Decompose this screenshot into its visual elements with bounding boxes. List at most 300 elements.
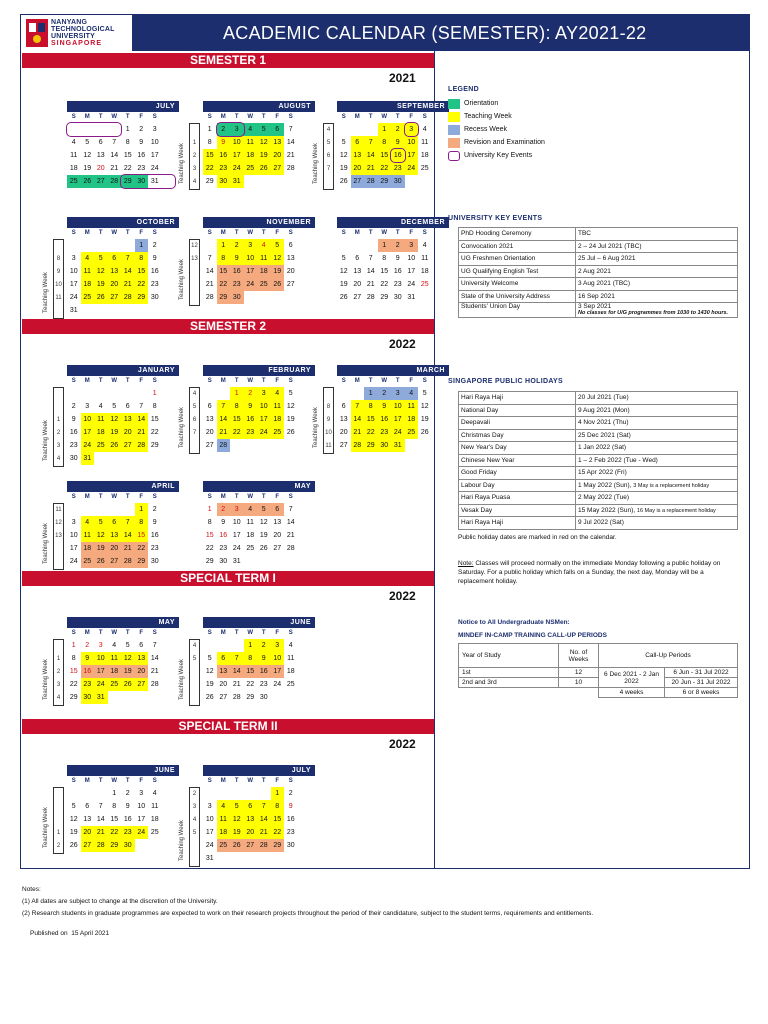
weekday-label: T xyxy=(234,230,239,236)
day-cell: 2 xyxy=(217,503,231,516)
day-cell: 31 xyxy=(150,178,159,185)
day-cell: 31 xyxy=(391,439,405,452)
day-cell: 9 xyxy=(125,803,130,810)
day-cell: 5 xyxy=(112,403,117,410)
day-cell: 24 xyxy=(244,278,258,291)
weekday-label: T xyxy=(368,378,373,384)
day-cell: 3 xyxy=(244,239,258,252)
day-cell: 22 xyxy=(230,426,244,439)
table-cell: 4 Nov 2021 (Thu) xyxy=(576,417,738,430)
day-cell: 6 xyxy=(351,136,365,149)
day-cell: 26 xyxy=(259,545,268,552)
day-cell: 7 xyxy=(121,252,135,265)
weekday-label: S xyxy=(288,114,293,120)
weekday-label: S xyxy=(422,230,427,236)
day-cell: 4 xyxy=(271,387,285,400)
weekday-label: M xyxy=(84,494,90,500)
day-cell: 20 xyxy=(219,681,228,688)
table-cell: University Welcome xyxy=(459,278,576,291)
weekday-label: T xyxy=(98,494,103,500)
day-cell: 24 xyxy=(273,681,282,688)
table-cell: 10 xyxy=(559,678,599,688)
day-cell: 2 xyxy=(71,403,76,410)
day-cell: 14 xyxy=(150,655,159,662)
week-number: 3 xyxy=(56,682,61,688)
day-cell: 6 xyxy=(139,642,144,649)
day-cell: 10 xyxy=(391,400,405,413)
weekday-label: T xyxy=(395,378,400,384)
day-cell: 30 xyxy=(150,294,159,301)
holidays-title: SINGAPORE PUBLIC HOLIDAYS xyxy=(448,378,563,385)
day-cell: 21 xyxy=(351,426,365,439)
weekday-label: F xyxy=(139,114,144,120)
day-cell: 5 xyxy=(341,139,346,146)
day-cell: 9 xyxy=(257,652,271,665)
day-cell: 7 xyxy=(207,255,212,262)
week-number: 12 xyxy=(191,243,198,249)
day-cell: 29 xyxy=(378,175,392,188)
weekday-label: T xyxy=(261,230,266,236)
day-cell: 25 xyxy=(246,545,255,552)
weekday-label: W xyxy=(111,114,118,120)
day-cell: 19 xyxy=(339,165,348,172)
day-cell: 7 xyxy=(152,642,157,649)
key-event-marker xyxy=(404,122,420,137)
table-row xyxy=(459,492,738,505)
day-cell: 27 xyxy=(351,175,365,188)
table-cell: 25 Dec 2021 (Sat) xyxy=(576,429,738,442)
holiday-date: 15 May 2022 (Sun), xyxy=(578,506,636,514)
day-cell: 16 xyxy=(81,665,95,678)
day-cell: 12 xyxy=(259,519,268,526)
published-date: 15 April 2021 xyxy=(71,930,110,937)
day-cell: 31 xyxy=(81,452,95,465)
day-cell: 11 xyxy=(81,529,95,542)
weekday-label: T xyxy=(234,778,239,784)
week-number xyxy=(54,788,63,801)
day-cell: 26 xyxy=(420,429,429,436)
weekday-label: F xyxy=(275,630,280,636)
day-cell: 6 xyxy=(98,139,103,146)
day-cell: 23 xyxy=(69,442,78,449)
note-text: Classes will proceed normally on the immediate Monday following a public holiday on Saturday. For a public holiday which falls on a Sunday, the next day, Monday will be a replacement holiday. xyxy=(458,560,721,585)
day-cell: 29 xyxy=(135,291,149,304)
table-cell: 2 Aug 2021 xyxy=(576,265,738,278)
day-cell: 1 xyxy=(364,387,378,400)
day-cell: 9 xyxy=(71,416,76,423)
table-row xyxy=(459,240,738,253)
day-cell: 11 xyxy=(271,400,285,413)
legend-label: University Key Events xyxy=(464,152,533,159)
weekday-label: S xyxy=(152,230,157,236)
red-date-note: Public holiday dates are marked in red on the calendar. xyxy=(458,534,617,541)
week-number xyxy=(190,666,199,679)
footer-notes xyxy=(22,884,742,920)
day-cell: 22 xyxy=(271,826,285,839)
month-calendar xyxy=(179,617,315,704)
week-number: 4 xyxy=(56,695,61,701)
day-cell: 11 xyxy=(421,139,429,146)
day-cell: 18 xyxy=(246,532,255,539)
day-cell: 26 xyxy=(339,294,348,301)
week-number: 5 xyxy=(192,830,197,836)
month-calendar xyxy=(43,481,179,568)
day-cell: 16 xyxy=(217,149,231,162)
weekday-label: M xyxy=(220,114,226,120)
day-cell: 18 xyxy=(94,426,108,439)
day-cell: 21 xyxy=(150,668,159,675)
teaching-week-label: Teaching Week xyxy=(179,407,185,448)
day-cell: 15 xyxy=(135,265,149,278)
weekday-label: M xyxy=(220,378,226,384)
day-cell: 17 xyxy=(150,152,159,159)
day-cell: 10 xyxy=(244,252,258,265)
day-cell: 2 xyxy=(152,506,157,513)
day-cell: 23 xyxy=(137,165,146,172)
month-title: DECEMBER xyxy=(337,217,449,228)
teaching-week-numbers xyxy=(53,503,64,570)
day-cell: 15 xyxy=(203,149,217,162)
day-cell: 22 xyxy=(378,162,392,175)
table-cell: National Day xyxy=(459,404,576,417)
day-cell: 3 xyxy=(391,387,405,400)
month-title: NOVEMBER xyxy=(203,217,315,228)
day-cell: 28 xyxy=(232,694,241,701)
week-number: 4 xyxy=(326,127,331,133)
legend-label: Orientation xyxy=(464,100,499,107)
day-cell: 1 xyxy=(244,639,258,652)
day-cell: 13 xyxy=(96,152,105,159)
day-cell: 21 xyxy=(121,278,135,291)
day-cell: 20 xyxy=(135,665,149,678)
week-number: 2 xyxy=(192,791,197,797)
day-cell: 25 xyxy=(67,175,81,188)
month-title: MAY xyxy=(67,617,179,628)
week-number xyxy=(54,401,63,414)
weekday-label: S xyxy=(152,378,157,384)
week-number: 1 xyxy=(56,417,61,423)
day-cell: 20 xyxy=(353,281,362,288)
table-row xyxy=(459,479,738,492)
weekday-label: W xyxy=(111,378,118,384)
day-cell: 18 xyxy=(217,826,231,839)
legend-item-recess xyxy=(448,125,507,135)
calendar-column xyxy=(21,51,445,869)
table-cell xyxy=(459,688,559,698)
week-number: 7 xyxy=(192,430,197,436)
day-cell: 3 xyxy=(207,803,212,810)
key-event-marker xyxy=(120,174,176,189)
day-cell: 28 xyxy=(94,839,108,852)
day-grid xyxy=(67,239,179,317)
table-cell: 20 Jun - 31 Jul 2022 xyxy=(665,678,738,688)
day-cell: 16 xyxy=(150,268,159,275)
day-cell: 19 xyxy=(286,416,295,423)
day-cell: 21 xyxy=(257,826,271,839)
day-cell: 25 xyxy=(420,281,429,288)
holiday-date: 1 May 2022 (Sun), xyxy=(578,481,632,489)
teaching-week-numbers xyxy=(189,123,200,190)
table-cell: Good Friday xyxy=(459,467,576,480)
day-cell: 7 xyxy=(139,403,144,410)
day-cell: 18 xyxy=(81,278,95,291)
day-cell: 27 xyxy=(205,442,214,449)
day-cell: 16 xyxy=(286,816,295,823)
day-cell: 8 xyxy=(207,519,212,526)
teaching-week-numbers xyxy=(53,787,64,854)
logo-text-line: UNIVERSITY xyxy=(51,33,96,40)
day-cell: 15 xyxy=(230,413,244,426)
teaching-week-numbers xyxy=(53,639,64,706)
holidays-table xyxy=(458,391,738,530)
table-cell: 9 Aug 2021 (Mon) xyxy=(576,404,738,417)
day-cell: 9 xyxy=(391,136,405,149)
day-cell: 8 xyxy=(271,800,285,813)
teaching-swatch xyxy=(448,112,460,122)
weekday-label: F xyxy=(275,230,280,236)
day-cell: 21 xyxy=(286,532,295,539)
table-row xyxy=(459,442,738,455)
day-cell: 24 xyxy=(230,162,244,175)
week-number xyxy=(54,305,63,318)
day-cell: 18 xyxy=(257,265,271,278)
day-cell: 25 xyxy=(271,426,285,439)
weekday-label: M xyxy=(220,778,226,784)
weekday-label: T xyxy=(395,114,400,120)
weekday-header xyxy=(67,228,179,239)
weekday-label: W xyxy=(111,494,118,500)
weekday-label: T xyxy=(125,630,130,636)
day-cell: 26 xyxy=(94,291,108,304)
day-cell: 26 xyxy=(286,429,295,436)
day-cell: 13 xyxy=(83,816,92,823)
day-cell: 25 xyxy=(420,165,429,172)
day-grid xyxy=(203,123,315,188)
day-cell: 5 xyxy=(288,390,293,397)
day-cell: 7 xyxy=(230,652,244,665)
weekday-label: T xyxy=(234,114,239,120)
day-cell: 24 xyxy=(405,162,419,175)
day-cell: 19 xyxy=(339,281,348,288)
weekday-label: W xyxy=(111,778,118,784)
weekday-label: W xyxy=(247,230,254,236)
day-cell: 22 xyxy=(150,429,159,436)
weekday-label: M xyxy=(84,778,90,784)
day-cell: 8 xyxy=(207,139,212,146)
day-cell: 31 xyxy=(69,307,78,314)
day-cell: 31 xyxy=(232,558,241,565)
day-cell: 11 xyxy=(246,519,254,526)
table-header: Year of Study xyxy=(459,644,559,668)
replacement-note: 16 May is a replacement holiday xyxy=(636,507,716,514)
weekday-label: S xyxy=(341,230,346,236)
day-cell: 11 xyxy=(287,655,295,662)
weekday-header xyxy=(203,492,315,503)
day-cell: 5 xyxy=(94,516,108,529)
table-cell: Vesak Day xyxy=(459,504,576,517)
table-cell: UG Qualifying English Test xyxy=(459,265,576,278)
weekday-label: F xyxy=(275,778,280,784)
day-cell: 15 xyxy=(244,665,258,678)
note-label: Note: xyxy=(458,560,474,567)
day-cell: 28 xyxy=(108,175,122,188)
day-cell: 13 xyxy=(244,813,258,826)
day-cell: 14 xyxy=(121,265,135,278)
month-title: AUGUST xyxy=(203,101,315,112)
weekday-label: M xyxy=(354,230,360,236)
table-row xyxy=(459,454,738,467)
day-cell: 4 xyxy=(244,123,258,136)
day-grid xyxy=(203,503,315,568)
exam-swatch xyxy=(448,138,460,148)
day-cell: 21 xyxy=(366,281,375,288)
notes-label: Notes: xyxy=(22,886,41,893)
weekday-header xyxy=(67,776,179,787)
legend-label: Teaching Week xyxy=(464,113,512,120)
day-cell: 11 xyxy=(421,255,429,262)
section-year: 2022 xyxy=(389,589,416,603)
week-number xyxy=(190,124,199,137)
weekday-label: W xyxy=(247,630,254,636)
day-cell: 12 xyxy=(69,816,78,823)
weekday-label: F xyxy=(139,778,144,784)
day-cell: 13 xyxy=(339,416,348,423)
day-cell: 29 xyxy=(271,839,285,852)
key-events-table xyxy=(458,227,738,318)
section-year: 2022 xyxy=(389,737,416,751)
day-cell: 12 xyxy=(420,403,429,410)
table-cell: 6 Dec 2021 - 2 Jan 2022 xyxy=(599,668,665,688)
weekday-label: F xyxy=(409,230,414,236)
weekday-label: T xyxy=(125,378,130,384)
day-cell: 30 xyxy=(69,455,78,462)
table-row xyxy=(459,228,738,241)
day-cell: 7 xyxy=(98,803,103,810)
day-cell: 27 xyxy=(271,162,285,175)
weekday-label: T xyxy=(368,114,373,120)
month-calendar xyxy=(179,217,315,304)
day-cell: 19 xyxy=(83,165,92,172)
day-cell: 9 xyxy=(152,519,157,526)
day-cell: 27 xyxy=(244,839,258,852)
day-cell: 24 xyxy=(391,426,405,439)
day-cell: 21 xyxy=(286,152,295,159)
day-cell: 1 xyxy=(152,390,157,397)
day-cell: 23 xyxy=(219,545,228,552)
recess-swatch xyxy=(448,125,460,135)
day-cell: 22 xyxy=(217,278,231,291)
table-cell: 1st xyxy=(459,668,559,678)
table-cell: 15 Apr 2022 (Fri) xyxy=(576,467,738,480)
day-cell: 6 xyxy=(125,403,130,410)
weekday-label: S xyxy=(288,230,293,236)
day-cell: 10 xyxy=(69,532,78,539)
weekday-label: S xyxy=(207,630,212,636)
day-cell: 25 xyxy=(108,678,122,691)
day-cell: 8 xyxy=(378,136,392,149)
week-number: 5 xyxy=(326,140,331,146)
day-cell: 19 xyxy=(121,665,135,678)
week-number xyxy=(54,640,63,653)
table-cell: 6 Jun - 31 Jul 2022 xyxy=(665,668,738,678)
day-cell: 23 xyxy=(150,281,159,288)
weekday-label: S xyxy=(341,114,346,120)
day-cell: 23 xyxy=(393,281,402,288)
weekday-label: M xyxy=(354,114,360,120)
table-row xyxy=(459,303,738,318)
day-cell: 1 xyxy=(271,787,285,800)
key-event-marker xyxy=(390,148,406,163)
page-title: ACADEMIC CALENDAR (SEMESTER): AY2021-22 xyxy=(133,15,749,51)
day-grid xyxy=(67,787,179,852)
weekday-label: M xyxy=(354,378,360,384)
week-number xyxy=(190,840,199,853)
day-cell: 8 xyxy=(125,139,130,146)
day-cell: 7 xyxy=(112,139,117,146)
weekday-label: M xyxy=(220,630,226,636)
table-row xyxy=(459,678,738,688)
day-cell: 21 xyxy=(217,426,231,439)
table-cell: 3 Aug 2021 (TBC) xyxy=(576,278,738,291)
day-cell: 4 xyxy=(81,252,95,265)
weekday-label: T xyxy=(125,494,130,500)
day-cell: 23 xyxy=(259,681,268,688)
day-cell: 26 xyxy=(230,839,244,852)
day-cell: 7 xyxy=(121,516,135,529)
teaching-week-label: Teaching Week xyxy=(43,659,49,700)
day-cell: 8 xyxy=(364,400,378,413)
day-cell: 27 xyxy=(273,545,282,552)
weekday-header xyxy=(337,228,449,239)
day-cell: 18 xyxy=(286,668,295,675)
day-cell: 20 xyxy=(351,162,365,175)
day-cell: 24 xyxy=(407,281,416,288)
day-cell: 26 xyxy=(205,694,214,701)
weekday-label: S xyxy=(207,114,212,120)
legend-item-exam xyxy=(448,138,545,148)
month-calendar xyxy=(179,365,315,452)
day-cell: 14 xyxy=(230,665,244,678)
day-cell: 7 xyxy=(364,136,378,149)
month-calendar xyxy=(67,101,179,188)
day-cell: 3 xyxy=(405,123,419,136)
table-cell: TBC xyxy=(576,228,738,241)
day-cell: 3 xyxy=(71,519,76,526)
day-cell: 18 xyxy=(405,413,419,426)
day-cell: 18 xyxy=(150,816,159,823)
table-row xyxy=(459,290,738,303)
month-calendar xyxy=(43,217,179,317)
day-cell: 30 xyxy=(121,839,135,852)
day-cell: 11 xyxy=(151,803,159,810)
day-cell: 17 xyxy=(391,413,405,426)
weekday-header xyxy=(203,628,315,639)
day-cell: 28 xyxy=(121,291,135,304)
day-cell: 7 xyxy=(288,126,293,133)
day-cell: 12 xyxy=(286,403,295,410)
day-cell: 12 xyxy=(271,252,285,265)
day-cell: 8 xyxy=(71,655,76,662)
weekday-label: W xyxy=(247,378,254,384)
weekday-label: S xyxy=(288,378,293,384)
day-cell: 21 xyxy=(110,165,119,172)
day-cell: 18 xyxy=(108,665,122,678)
teaching-week-label: Teaching Week xyxy=(313,143,319,184)
day-cell: 10 xyxy=(137,803,146,810)
table-cell: 20 Jul 2021 (Tue) xyxy=(576,392,738,405)
day-cell: 20 xyxy=(273,532,282,539)
day-cell: 27 xyxy=(219,694,228,701)
